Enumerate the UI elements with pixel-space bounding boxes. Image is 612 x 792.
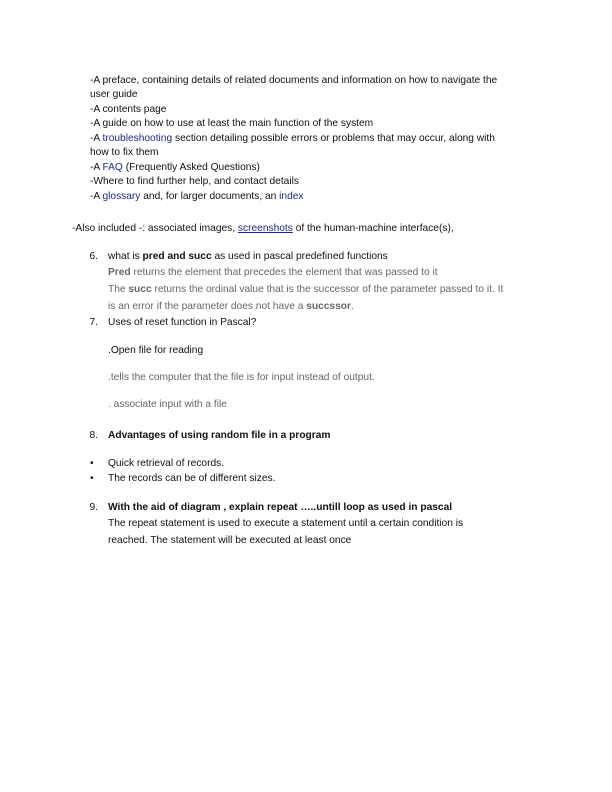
q7-answer-2: .tells the computer that the file is for input instead of output.: [108, 372, 375, 383]
doc-line-troubleshooting: -A troubleshooting section detailing possible errors or problems that may occur, along with: [90, 133, 495, 144]
index-link[interactable]: index: [279, 191, 304, 202]
glossary-link[interactable]: glossary: [102, 191, 141, 202]
q9-number: 9.: [89, 502, 98, 513]
bullet-icon: •: [90, 473, 94, 484]
doc-line-glossary: -A glossary and, for larger documents, an index: [90, 191, 304, 202]
q6-question: what is pred and succ as used in pascal predefined functions: [108, 251, 388, 262]
faq-link[interactable]: FAQ: [102, 162, 123, 173]
screenshots-link[interactable]: screenshots: [237, 223, 293, 234]
q6-answer-line-3: is an error if the parameter does not have a succssor.: [108, 301, 354, 312]
q7-number: 7.: [89, 317, 98, 328]
doc-line-user-guide: user guide: [90, 89, 138, 100]
q6-answer-line-1: Pred returns the element that precedes the element that was passed to it: [108, 267, 438, 278]
doc-line-guide: -A guide on how to use at least the main function of the system: [90, 118, 374, 129]
q7-answer-3: . associate input with a file: [108, 399, 227, 410]
q9-answer-line-2: reached. The statement will be executed at least once: [108, 535, 352, 546]
doc-line-contents: -A contents page: [90, 104, 167, 115]
troubleshooting-link[interactable]: troubleshooting: [102, 133, 173, 144]
doc-line-fix: how to fix them: [90, 147, 159, 158]
doc-line-faq: -A FAQ (Frequently Asked Questions): [90, 162, 260, 173]
q6-number: 6.: [89, 251, 98, 262]
doc-line-preface: -A preface, containing details of related documents and information on how to navigate the: [90, 75, 498, 86]
q8-bullet-2: The records can be of different sizes.: [108, 473, 276, 484]
q8-question: Advantages of using random file in a program: [108, 430, 331, 441]
q8-number: 8.: [89, 430, 98, 441]
q7-answer-1: .Open file for reading: [108, 345, 204, 356]
doc-line-help: -Where to find further help, and contact details: [90, 176, 299, 187]
q9-question: With the aid of diagram , explain repeat …..untill loop as used in pascal: [108, 502, 453, 513]
q9-answer-line-1: The repeat statement is used to execute a statement until a certain condition is: [108, 518, 464, 529]
also-included-line: -Also included -: associated images, screenshots of the human-machine interface(s),: [72, 223, 454, 234]
q6-answer-line-2: The succ returns the ordinal value that is the successor of the parameter passed to it. It: [108, 284, 504, 295]
bullet-icon: •: [90, 458, 94, 469]
q7-question: Uses of reset function in Pascal?: [108, 317, 257, 328]
q8-bullet-1: Quick retrieval of records.: [108, 458, 225, 469]
